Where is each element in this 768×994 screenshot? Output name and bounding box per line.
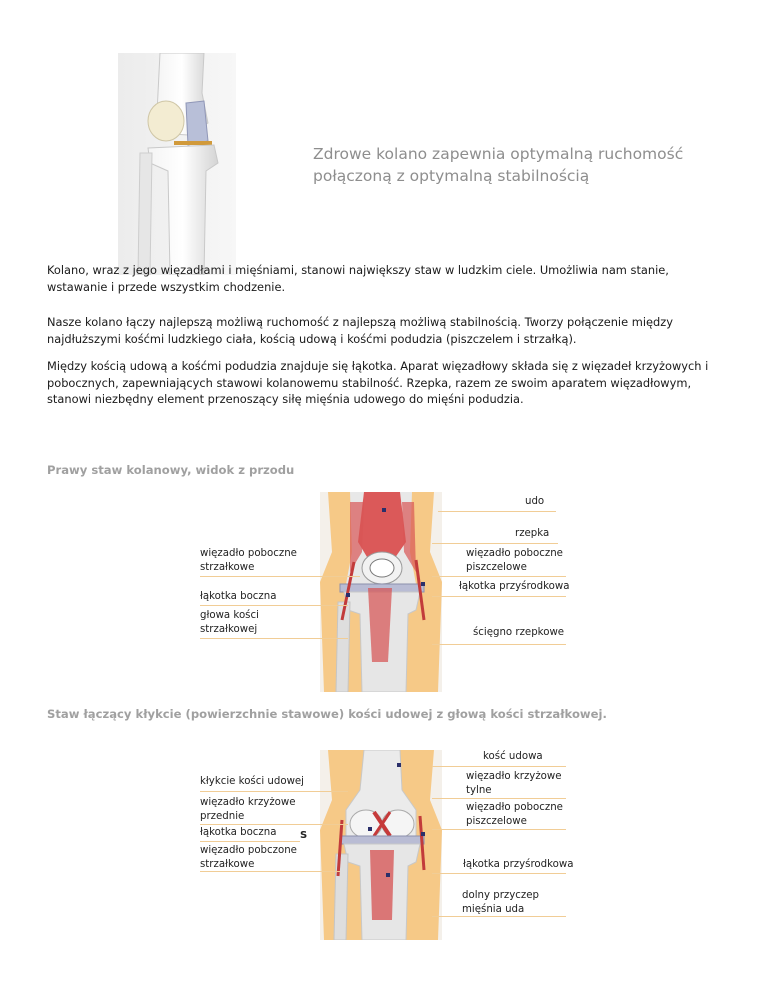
- paragraph-1: Kolano, wraz z jego więzadłami i mięśniami, stanowi największy staw w ludzkim ciele. Umożliwia nam stanie, wstawanie i przede wszystkim chodzenie.: [47, 263, 669, 294]
- leader-line-krzyzowe-przednie: [200, 824, 348, 825]
- leader-line-klykcie: [200, 791, 348, 792]
- label-glowa-kosci-strzalkowej: głowa kości strzałkowej: [200, 610, 259, 635]
- leader-line-przysrodkowa: [432, 596, 566, 597]
- marker-przysrodkowa: [421, 582, 425, 586]
- label-rzepka: rzepka: [515, 528, 550, 539]
- figure-2-caption: Staw łączący kłykcie (powierzchnie stawowe) kości udowej z głową kości strzałkowej.: [47, 707, 607, 721]
- label-wiezadlo-poboczne-strzalkowe: więzadło poboczne strzałkowe: [200, 548, 297, 573]
- label-wiezadlo-krzyzowe-przednie: więzadło krzyżowe przednie: [200, 797, 296, 822]
- label-wiezadlo-poboczne-piszczelowe-2: więzadło poboczne piszczelowe: [466, 802, 563, 827]
- label-lakotka-boczna: łąkotka boczna: [200, 591, 277, 602]
- label-wiezadlo-pobczone-strzalkowe: więzadło pobczone strzałkowe: [200, 845, 297, 870]
- leader-line-strzalkowe: [200, 576, 360, 577]
- figure-1-caption: Prawy staw kolanowy, widok z przodu: [47, 463, 295, 477]
- label-dolny-przyczep-miesnia-uda: dolny przyczep mięśnia uda: [462, 890, 539, 915]
- leader-line-przysrodkowa-2: [432, 873, 566, 874]
- label-wiezadlo-poboczne-piszczelowe: więzadło poboczne piszczelowe: [466, 548, 563, 573]
- leader-line-boczna: [200, 605, 348, 606]
- label-lakotka-przysrodkowa-2: łąkotka przyśrodkowa: [463, 859, 574, 870]
- leader-line-boczna-2: [200, 841, 300, 842]
- leader-line-krzyzowe-tylne: [432, 798, 566, 799]
- label-klykcie-kosci-udowej: kłykcie kości udowej: [200, 776, 304, 787]
- page-title-line-2: połączoną z optymalną stabilnością: [313, 167, 590, 185]
- label-lakotka-przysrodkowa: łąkotka przyśrodkowa: [459, 581, 570, 592]
- knee-condyles-illustration: [320, 750, 442, 940]
- leader-line-pobczone: [200, 871, 340, 872]
- leader-line-poboczne-piszczelowe-2: [432, 829, 566, 830]
- label-wiezadlo-krzyzowe-tylne: więzadło krzyżowe tylne: [466, 771, 562, 796]
- marker-kosc-udowa: [397, 763, 401, 767]
- leader-line-sciegno: [432, 644, 566, 645]
- label-kosc-udowa: kość udowa: [483, 751, 543, 762]
- paragraph-2: Nasze kolano łączy najlepszą możliwą ruchomość z najlepszą możliwą stabilnością. Tworzy połączenie między najdłuższymi kośćmi ludzkiego ciała, kością udową i kośćmi podudzia (piszczelem i strzałką).: [47, 315, 673, 346]
- leader-line-piszczelowe: [432, 576, 566, 577]
- marker-boczna: [346, 593, 350, 597]
- marker-udo: [382, 508, 386, 512]
- marker-poboczne-piszczelowe: [421, 832, 425, 836]
- marker-boczna-2: [368, 827, 372, 831]
- leader-line-przyczep: [432, 916, 566, 917]
- marker-przyczep: [386, 873, 390, 877]
- leader-line-glowa: [200, 638, 348, 639]
- label-sciegno-rzepkowe: ścięgno rzepkowe: [473, 627, 565, 638]
- knee-front-illustration: [320, 492, 442, 692]
- marker-s: S: [300, 830, 308, 841]
- paragraph-3: Między kością udową a kośćmi podudzia znajduje się łąkotka. Aparat więzadłowy składa się z więzadeł krzyżowych i pobocznych, zapewniających stawowi kolanowemu stabilność. Rzepka, razem ze swoim aparatem więzadłowym, stanowi niezbędny element przenoszący siłę mięśnia udowego do mięśni podudzia.: [47, 359, 709, 406]
- knee-bones-illustration: [118, 53, 236, 275]
- leader-line-kosc-udowa: [432, 766, 566, 767]
- page-title: [313, 143, 733, 187]
- page-title-line-1: Zdrowe kolano zapewnia optymalną ruchomość: [313, 145, 684, 163]
- label-lakotka-boczna-2: łąkotka boczna: [200, 827, 277, 838]
- leader-line-udo: [438, 511, 556, 512]
- leader-line-rzepka: [432, 543, 558, 544]
- label-udo: udo: [525, 496, 545, 507]
